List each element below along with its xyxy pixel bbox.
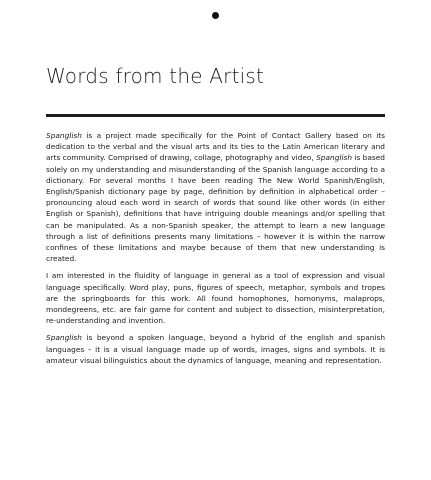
- paragraph-2: [46, 270, 385, 326]
- paragraph-3-segment-1: Spanglish: [46, 333, 82, 343]
- paragraph-3: [46, 332, 385, 366]
- paragraph-1-segment-4: is based solely on my understanding and misunderstanding of the Spanish language according to a dictionary. For several months I have been reading The New World Spanish/English, English/Spanish dictionary page by page, definition by definition in alphabetical order – pronouncing aloud each word in search of words that sound like other words (in either English or Spanish), definitions that have intriguing double meanings and/or spelling that can be manipulated. As a non-Spanish speaker, the attempt to learn a new language through a list of definitions presents many limitations – however it is within the narrow confines of these limitations and maybe because of them that new understanding is created.: [46, 153, 385, 264]
- paragraph-1-segment-1: Spanglish: [46, 131, 82, 140]
- paragraph-1: [46, 130, 385, 264]
- paragraph-3-segment-2: is beyond a spoken language, beyond a hybrid of the english and spanish languages – it is a visual language made up of words, images, signs and symbols. It is amateur visual bilinguistics about the dynamics of language, meaning and representation.: [46, 333, 385, 365]
- paragraph-1-segment-3: Spanglish: [316, 153, 353, 163]
- artist-statement-body: [46, 130, 385, 366]
- page-title: Words from the Artist: [46, 64, 265, 88]
- paragraph-2-segment-1: I am interested in the fluidity of language in general as a tool of expression and visual language specifically. Word play, puns, figures of speech, metaphor, symbols and tropes are the springboards for this work. All found homophones, homonyms, malaprops, mondegreens, etc. are fair game for content and subject to dissection, misinterpretation, re-understanding and invention.: [46, 271, 385, 326]
- page-marker-dot: [212, 12, 219, 19]
- paragraph-1-segment-2: is a project made specifically for the Point of Contact Gallery based on its dedication to the verbal and the visual arts and its ties to the Latin American literary and arts community. Comprised of drawing, collage, photography and video,: [46, 131, 385, 163]
- title-divider: [46, 114, 385, 117]
